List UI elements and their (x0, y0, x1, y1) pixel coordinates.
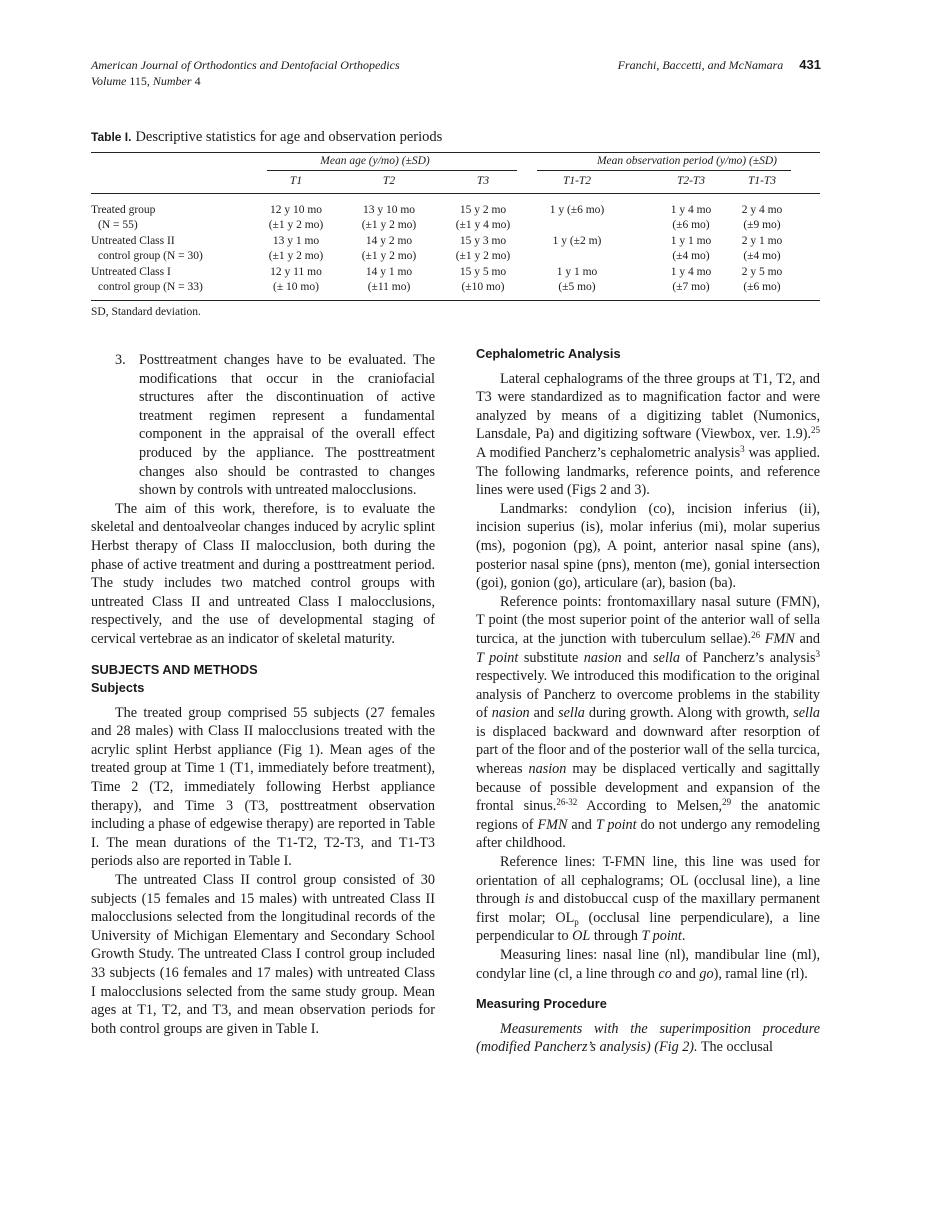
table-cell: 2 y 5 mo (±6 mo) (741, 266, 783, 294)
right-column (476, 345, 820, 1057)
left-column (91, 351, 435, 1038)
col-header-t2: T2 (382, 175, 396, 187)
paragraph-measuring-lines: Measuring lines: nasal line (nl), mandibular line (ml), condylar line (cl, a line through co and go), ramal line (rl). (476, 947, 820, 982)
group-rule-age (267, 170, 517, 171)
table-cell: 13 y 1 mo (±1 y 2 mo) (268, 235, 324, 263)
table-cell: 13 y 10 mo (±1 y 2 mo) (361, 204, 417, 232)
table-cell: 14 y 1 mo (±11 mo) (365, 266, 413, 294)
paragraph-cephalograms: Lateral cephalograms of the three groups at T1, T2, and T3 were standardized as to magnification factor and were analyzed by means of a digitizing tablet (Numonics, Lansdale, Pa) and digitizing software (Viewbox, ver. 1.9).$^{25}$ A modified Pancherz’s cephalometric analysis$^3$ was applied. The following landmarks, reference points, and reference lines were used (Figs 2 and 3). (476, 370, 821, 499)
table-cell: 2 y 1 mo (±4 mo) (741, 235, 783, 263)
table-cell: 1 y 1 mo (±5 mo) (556, 266, 598, 294)
paragraph-reference-points: Reference points: frontomaxillary nasal suture (FMN), T point (the most superior point of the anterior wall of sella turcica, at the junction with tuberculum sellae).$^{26}$ FMN and T point substitute nasion and sella of Pancherz’s analysis$^3$ respectively. We introduced this modification to the original analysis of Pancherz to overcome problems in the stability of nasion and sella during growth. Along with growth, sella is displaced backward and downward after resorption of part of the floor and of the posterior wall of the sella turcica, whereas nasion may be displaced vertically and sagittally because of possible development and expansion of the frontal sinus.$^{26-32}$ According to Melsen,$^{29}$ the anatomic regions of FMN and T point do not undergo any remodeling after childhood. (476, 593, 820, 852)
table-rule-mid (91, 193, 820, 194)
col-header-t3: T3 (476, 175, 490, 187)
heading-subjects-methods: SUBJECTS AND METHODS (91, 661, 258, 677)
table-cell: 1 y 1 mo (±4 mo) (670, 235, 712, 263)
table-rule-top (91, 152, 820, 153)
list-item-3: 3. Posttreatment changes have to be evaluated. The modifications that occur in the craniofacial structures after the discontinuation of active treatment regimen represent a fundamental component in the appraisal of the overall effect produced by the appliance. The posttreatment changes also should be contrasted to changes shown by controls with untreated malocclusions. (115, 352, 435, 499)
table-row-label: Untreated Class II control group (N = 30) (91, 235, 203, 263)
heading-measuring-procedure: Measuring Procedure (476, 996, 607, 1012)
paragraph-control-groups: The untreated Class II control group consisted of 30 subjects (15 females and 15 males) with untreated Class II malocclusions selected from the longitudinal records of the University of Michigan Elementary and Secondary School Growth Study. The untreated Class I control group included 33 subjects (16 females and 17 males) with untreated Class I malocclusions selected from the same study group. Mean ages at T1, T2, and T3, and mean observation periods for both control groups are given in Table I. (91, 872, 435, 1037)
col-header-t1-t3: T1-T3 (747, 175, 777, 187)
volume-number: Volume 115, Number 4 (91, 74, 201, 88)
table-footnote: SD, Standard deviation. (91, 306, 201, 318)
authors: Franchi, Baccetti, and McNamara (617, 58, 784, 72)
heading-subjects: Subjects (91, 680, 145, 696)
heading-cephalometric-analysis: Cephalometric Analysis (476, 346, 621, 361)
group-header-period: Mean observation period (y/mo) (±SD) (596, 155, 778, 167)
table-cell: 12 y 11 mo (± 10 mo) (270, 266, 322, 294)
table-cell: 1 y (±6 mo) (549, 204, 605, 216)
group-rule-period (537, 170, 791, 171)
table-cell: 15 y 5 mo (±10 mo) (459, 266, 507, 294)
author-page (618, 57, 821, 73)
table-title: Descriptive statistics for age and observation periods (135, 129, 443, 145)
group-header-age: Mean age (y/mo) (±SD) (320, 155, 430, 167)
paragraph-reference-lines: Reference lines: T-FMN line, this line was used for orientation of all cephalograms; OL (occlusal line), a line through is and distobuccal cusp of the maxillary permanent first molar; $OL_p$ (occlusal line perpendiculare), a line perpendicular to OL through T point. (476, 854, 820, 945)
col-header-t2-t3: T2-T3 (676, 175, 706, 187)
col-header-t1-t2: T1-T2 (562, 175, 592, 187)
table-cell: 2 y 4 mo (±9 mo) (741, 204, 783, 232)
page-number: 431 (799, 57, 821, 72)
table-row-label: Untreated Class I control group (N = 33) (91, 266, 203, 294)
table-caption (91, 129, 442, 146)
table-rule-bottom (91, 300, 820, 301)
table-cell: 1 y 4 mo (±6 mo) (670, 204, 712, 232)
table-cell: 14 y 2 mo (±1 y 2 mo) (361, 235, 417, 263)
table-cell: 15 y 2 mo (±1 y 4 mo) (455, 204, 511, 232)
journal-name: American Journal of Orthodontics and Dentofacial Orthopedics (91, 58, 400, 72)
table-cell: 12 y 10 mo (±1 y 2 mo) (268, 204, 324, 232)
table-cell: 1 y 4 mo (±7 mo) (670, 266, 712, 294)
table-cell: 15 y 3 mo (±1 y 2 mo) (455, 235, 511, 263)
paragraph-aim: The aim of this work, therefore, is to evaluate the skeletal and dentoalveolar changes induced by acrylic splint Herbst therapy of Class II malocclusion, both during the phase of active treatment and during a posttreatment period. The study includes two matched control groups with untreated Class II and untreated Class I malocclusions, respectively, and the use of developmental staging of cervical vertebrae as an indicator of skeletal maturity. (91, 500, 435, 647)
journal-citation (91, 57, 511, 89)
paragraph-measurements: Measurements with the superimposition procedure (modified Pancherz’s analysis) (Fig 2). The occlusal (476, 1020, 820, 1056)
paragraph-landmarks: Landmarks: condylion (co), incision inferius (ii), incision superius (is), molar inferius (mi), molar superius (ms), pogonion (pg), A point, anterior nasal spine (ans), posterior nasal spine (pns), menton (me), gonial intersection (goi), gonion (go), articulare (ar), basion (ba). (476, 500, 820, 592)
table-row-label: Treated group (N = 55) (91, 204, 156, 232)
col-header-t1: T1 (289, 175, 303, 187)
table-cell: 1 y (±2 m) (552, 235, 602, 247)
paragraph-treated-group: The treated group comprised 55 subjects (27 females and 28 males) with Class II malocclusions treated with the acrylic splint Herbst appliance (Fig 1). Mean ages of the treated group at Time 1 (T1, immediately before treatment), Time 2 (T2, immediately following Herbst appliance therapy), and Time 3 (T3, posttreatment observation including a phase of edgewise therapy) are reported in Table I. The mean durations of the T1-T2, T2-T3, and T1-T3 periods also are reported in Table I. (91, 704, 435, 870)
table-label: Table I. (91, 130, 132, 144)
